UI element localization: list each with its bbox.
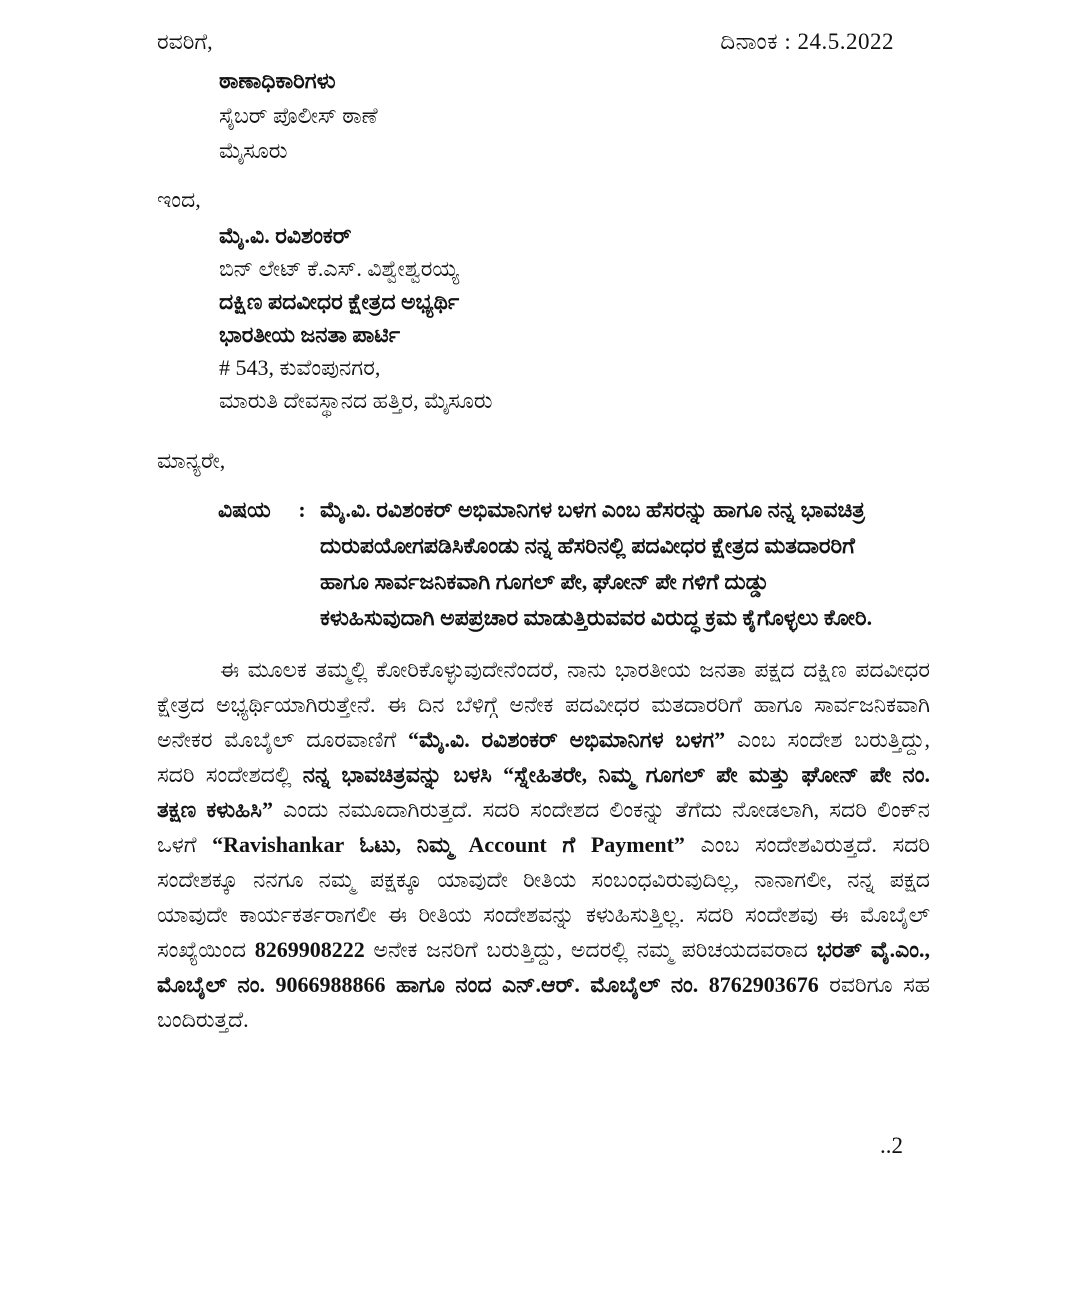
subject-label: ವಿಷಯ — [218, 497, 271, 522]
body-segment: “ಮೈ.ವಿ. ರವಿಶಂಕರ್ ಅಭಿಮಾನಿಗಳ ಬಳಗ” — [408, 727, 726, 752]
body-segment: 8269908222 — [254, 937, 365, 962]
subject-separator: : — [298, 497, 306, 522]
greeting: ಮಾನ್ಯರೇ, — [157, 448, 226, 473]
body-segment: ರವರಿಗೂ ಸಹ ಬಂದಿರುತ್ತದೆ. — [157, 972, 931, 1032]
sender-name: ಮೈ.ವಿ. ರವಿಶಂಕರ್ — [219, 223, 352, 248]
sender-party: ಭಾರತೀಯ ಜನತಾ ಪಾರ್ಟಿ — [219, 322, 401, 347]
subject-text — [320, 492, 930, 636]
from-label: ಇಂದ, — [157, 187, 201, 212]
sender-father-name: ಬಿನ್ ಲೇಟ್ ಕೆ.ಎಸ್. ವಿಶ್ವೇಶ್ವರಯ್ಯ — [219, 256, 459, 281]
subject-line: ದುರುಪಯೋಗಪಡಿಸಿಕೊಂಡು ನನ್ನ ಹೆಸರಿನಲ್ಲಿ ಪದವೀಧರ ಕ್ಷೇತ್ರದ ಮತದಾರರಿಗೆ — [320, 533, 855, 558]
body-segment: ಎಂದು ನಮೂದಾಗಿರುತ್ತದೆ. ಸದರಿ ಸಂದೇಶದ ಲಿಂಕನ್ನು ತೆಗೆದು ನೋಡಲಾಗಿ, ಸದರಿ ಲಿಂಕ್‌ನ ಒಳಗೆ — [157, 797, 930, 857]
body-segment: ನನ್ನ ಭಾವಚಿತ್ರವನ್ನು ಬಳಸಿ “ಸ್ನೇಹಿತರೇ, ನಿಮ್ಮ ಗೂಗಲ್ ಪೇ ಮತ್ತು ಘೋನ್ ಪೇ ನಂ. ತಕ್ಷಣ ಕಳುಹಿಸಿ” — [157, 762, 930, 822]
sender-address-line2: ಮಾರುತಿ ದೇವಸ್ಥಾನದ ಹತ್ತಿರ, ಮೈಸೂರು — [219, 388, 493, 413]
letter-header-row — [157, 24, 930, 59]
sender-constituency: ದಕ್ಷಿಣ ಪದವೀಧರ ಕ್ಷೇತ್ರದ ಅಭ್ಯರ್ಥಿ — [219, 289, 460, 314]
sender-address-line1: # 543, ಕುವೆಂಪುನಗರ, — [219, 355, 381, 380]
subject-block — [218, 492, 930, 636]
recipient-station: ಸೈಬರ್ ಪೊಲೀಸ್ ಠಾಣೆ — [219, 103, 378, 128]
recipient-city: ಮೈಸೂರು — [219, 138, 288, 163]
page-number: ..2 — [880, 1133, 903, 1158]
body-paragraph — [157, 652, 930, 1037]
subject-line: ಹಾಗೂ ಸಾರ್ವಜನಿಕವಾಗಿ ಗೂಗಲ್ ಪೇ, ಘೋನ್ ಪೇ ಗಳಿಗೆ ದುಡ್ಡು — [320, 569, 770, 594]
subject-line: ಮೈ.ವಿ. ರವಿಶಂಕರ್ ಅಭಿಮಾನಿಗಳ ಬಳಗ ಎಂಬ ಹೆಸರನ್ನು ಹಾಗೂ ನನ್ನ ಭಾವಚಿತ್ರ — [320, 497, 865, 522]
body-segment: ಈ ಮೂಲಕ ತಮ್ಮಲ್ಲಿ ಕೋರಿಕೊಳ್ಳುವುದೇನೆಂದರೆ, ನಾನು ಭಾರತೀಯ ಜನತಾ ಪಕ್ಷದ ದಕ್ಷಿಣ ಪದವೀಧರ ಕ್ಷೇತ್ರದ ಅಭ್ಯರ್ಥಿಯಾಗಿರುತ್ತೇನೆ. ಈ ದಿನ ಬೆಳಿಗ್ಗೆ ಅನೇಕ ಪದವೀಧರ ಮತದಾರರಿಗೆ ಹಾಗೂ ಸಾರ್ವಜನಿಕವಾಗಿ ಅನೇಕರ ಮೊಬೈಲ್ ದೂರವಾಣಿಗೆ — [157, 657, 930, 752]
sender-block — [219, 219, 930, 417]
body-segment: “Ravishankar ಓಟು, ನಿಮ್ಮ Account ಗೆ Payment” — [212, 832, 685, 857]
recipient-block — [219, 63, 930, 168]
body-segment: ಭರತ್ ವೈ.ಎಂ., ಮೊಬೈಲ್ ನಂ. 9066988866 ಹಾಗೂ ನಂದ ಎನ್.ಆರ್. ಮೊಬೈಲ್ ನಂ. 8762903676 — [157, 937, 930, 997]
date-line: ದಿನಾಂಕ : 24.5.2022 — [720, 29, 894, 54]
subject-line: ಕಳುಹಿಸುವುದಾಗಿ ಅಪಪ್ರಚಾರ ಮಾಡುತ್ತಿರುವವರ ವಿರುದ್ಧ ಕ್ರಮ ಕೈಗೊಳ್ಳಲು ಕೋರಿ. — [320, 605, 873, 630]
body-segment: ಅನೇಕ ಜನರಿಗೆ ಬರುತ್ತಿದ್ದು, ಅದರಲ್ಲಿ ನಮ್ಮ ಪರಿಚಯದವರಾದ — [364, 937, 817, 962]
body-segment: ಎಂಬ ಸಂದೇಶ ಬರುತ್ತಿದ್ದು, ಸದರಿ ಸಂದೇಶದಲ್ಲಿ — [157, 727, 930, 787]
recipient-designation: ಠಾಣಾಧಿಕಾರಿಗಳು — [219, 68, 336, 93]
to-salutation: ರವರಿಗೆ, — [157, 29, 213, 54]
body-segment: ಎಂಬ ಸಂದೇಶವಿರುತ್ತದೆ. ಸದರಿ ಸಂದೇಶಕ್ಕೂ ನನಗೂ ನಮ್ಮ ಪಕ್ಷಕ್ಕೂ ಯಾವುದೇ ರೀತಿಯ ಸಂಬಂಧವಿರುವುದಿಲ್ಲ, ನಾನಾಗಲೀ, ನನ್ನ ಪಕ್ಷದ ಯಾವುದೇ ಕಾರ್ಯಕರ್ತರಾಗಲೀ ಈ ರೀತಿಯ ಸಂದೇಶವನ್ನು ಕಳುಹಿಸುತ್ತಿಲ್ಲ. ಸದರಿ ಸಂದೇಶವು ಈ ಮೊಬೈಲ್ ಸಂಖ್ಯೆಯಿಂದ — [157, 832, 931, 962]
